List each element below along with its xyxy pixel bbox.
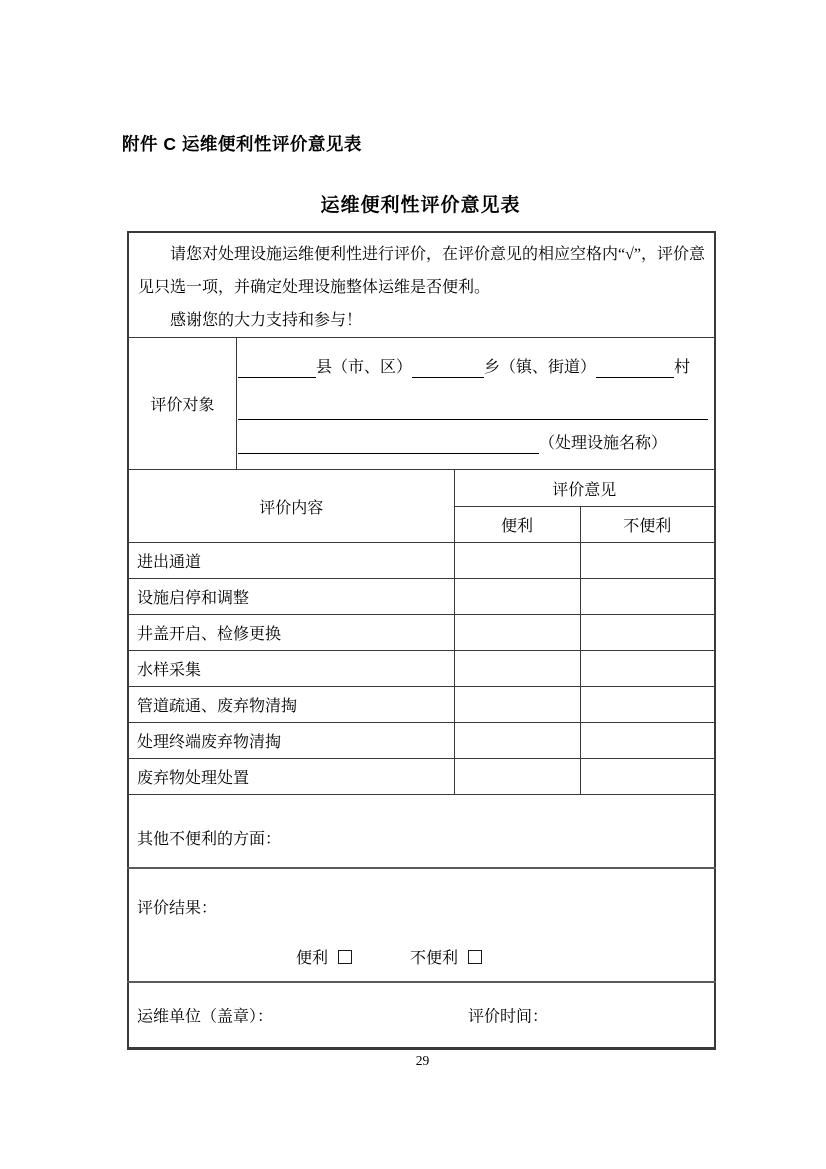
township-blank-field[interactable]	[412, 357, 484, 378]
table-row	[128, 651, 715, 687]
inconvenient-option-label: 不便利	[410, 950, 459, 967]
intro-thanks: 感谢您的大力支持和参与！	[170, 312, 363, 329]
appendix-heading: 附件 C 运维便利性评价意见表	[122, 134, 362, 154]
result-label: 评价结果：	[137, 900, 218, 917]
facility-name-blank-field[interactable]	[238, 433, 539, 454]
maintenance-unit-label: 运维单位（盖章）：	[137, 1008, 274, 1026]
other-row	[128, 795, 715, 868]
other-label: 其他不便利的方面：	[137, 830, 282, 848]
inconvenient-mark-cell[interactable]	[580, 543, 715, 579]
row-label-start-stop: 设施启停和调整	[128, 579, 454, 615]
convenient-column-header: 便利	[454, 507, 580, 543]
evaluation-time-label: 评价时间：	[468, 1008, 549, 1026]
page-number: 29	[415, 1053, 430, 1068]
row-label-manhole: 井盖开启、检修更换	[128, 615, 454, 651]
table-row	[128, 759, 715, 795]
village-blank-field[interactable]	[596, 357, 674, 378]
table-row	[128, 723, 715, 759]
inconvenient-mark-cell[interactable]	[580, 723, 715, 759]
evaluation-form-table	[127, 231, 716, 1050]
evaluation-target-row	[128, 338, 715, 470]
convenient-mark-cell[interactable]	[454, 615, 580, 651]
inconvenient-checkbox[interactable]	[468, 950, 482, 964]
footer-row	[128, 982, 715, 1049]
row-label-pipe-dredge: 管道疏通、废弃物清掏	[128, 687, 454, 723]
intro-instruction: 请您对处理设施运维便利性进行评价，在评价意见的相应空格内“√”，评价意见只选一项，并确定处理设施整体运维是否便利。	[138, 246, 705, 296]
result-row	[128, 868, 715, 982]
table-row	[128, 687, 715, 723]
convenient-mark-cell[interactable]	[454, 723, 580, 759]
content-column-header: 评价内容	[128, 470, 454, 543]
inconvenient-mark-cell[interactable]	[580, 579, 715, 615]
convenient-checkbox[interactable]	[338, 950, 352, 964]
address-blank-field[interactable]	[238, 399, 708, 420]
evaluation-target-cell	[128, 338, 715, 470]
convenient-mark-cell[interactable]	[454, 651, 580, 687]
convenient-mark-cell[interactable]	[454, 687, 580, 723]
table-row	[128, 579, 715, 615]
county-blank-field[interactable]	[238, 357, 316, 378]
inconvenient-mark-cell[interactable]	[580, 615, 715, 651]
county-label: 县（市、区）	[316, 359, 413, 376]
convenient-option-label: 便利	[296, 950, 329, 967]
township-label: 乡（镇、街道）	[484, 359, 597, 376]
convenient-mark-cell[interactable]	[454, 543, 580, 579]
facility-name-label: （处理设施名称）	[539, 435, 668, 452]
intro-row	[128, 232, 715, 338]
result-options	[137, 945, 706, 968]
village-label: 村	[674, 359, 691, 376]
convenient-option	[296, 945, 352, 968]
table-row	[128, 615, 715, 651]
header-row-1	[128, 470, 715, 507]
evaluation-target-content	[237, 338, 715, 469]
inconvenient-mark-cell[interactable]	[580, 651, 715, 687]
footer-cell	[128, 982, 715, 1049]
convenient-mark-cell[interactable]	[454, 579, 580, 615]
form-title: 运维便利性评价意见表	[320, 195, 521, 216]
row-label-terminal-waste: 处理终端废弃物清掏	[128, 723, 454, 759]
inconvenient-mark-cell[interactable]	[580, 759, 715, 795]
evaluation-target-label: 评价对象	[129, 338, 237, 469]
convenient-mark-cell[interactable]	[454, 759, 580, 795]
intro-cell	[128, 232, 715, 338]
inconvenient-column-header: 不便利	[580, 507, 715, 543]
result-cell	[128, 868, 715, 982]
row-label-access: 进出通道	[128, 543, 454, 579]
row-label-waste-disposal: 废弃物处理处置	[128, 759, 454, 795]
table-row	[128, 543, 715, 579]
row-label-sampling: 水样采集	[128, 651, 454, 687]
inconvenient-option	[410, 945, 482, 968]
other-write-in-area[interactable]	[128, 795, 715, 868]
opinion-group-header: 评价意见	[454, 470, 715, 507]
inconvenient-mark-cell[interactable]	[580, 687, 715, 723]
